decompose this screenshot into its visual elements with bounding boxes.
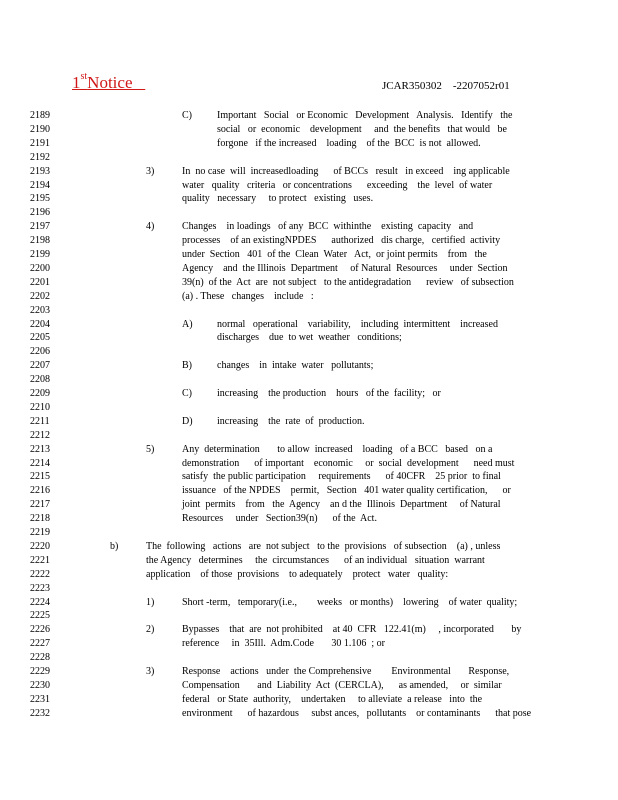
item-label: b) [110, 540, 119, 552]
text-line: discharges due to wet weather conditions; [217, 332, 402, 344]
line-number: 2228 [30, 652, 50, 664]
text-line: Compensation and Liability Act (CERCLA), as amended, or similar [182, 679, 502, 691]
line-number: 2224 [30, 596, 50, 608]
text-line: joint permits from the Agency an d the Illinois Department of Natural [182, 499, 501, 511]
item-label: 1) [146, 596, 155, 608]
line-number: 2210 [30, 401, 50, 413]
line-number: 2232 [30, 707, 50, 719]
line-number: 2189 [30, 110, 50, 121]
text-line: changes in intake water pollutants; [217, 360, 374, 372]
line-number: 2225 [30, 610, 50, 622]
line-number: 2226 [30, 624, 50, 636]
line-number: 2219 [30, 527, 50, 538]
text-line: Any determination to allow increased loading of a BCC based on a [182, 443, 493, 455]
item-label: B) [182, 360, 192, 372]
text-line: federal or State authority, undertaken to alleviate a release into the [182, 693, 483, 705]
line-number: 2209 [30, 388, 50, 399]
line-number: 2221 [30, 554, 50, 566]
line-number: 2203 [30, 304, 50, 316]
line-number: 2198 [30, 235, 50, 247]
text-line: (a) . These changes include : [182, 290, 314, 302]
line-number: 2212 [30, 429, 50, 441]
document-id: JCAR350302 -2207052r01 [382, 80, 510, 92]
item-label: 3) [146, 165, 155, 177]
text-line: reference in 35Ill. Adm.Code 30 1.106 ; or [182, 638, 386, 650]
item-label: A) [182, 318, 193, 330]
text-line: the Agency determines the circumstances of an individual situation warrant [146, 554, 485, 566]
line-number: 2191 [30, 137, 50, 149]
text-line: Agency and the Illinois Department of Natural Resources under Section [182, 262, 508, 274]
text-line: application of those provisions to adequately protect water quality: [146, 568, 449, 580]
item-label: D) [182, 415, 193, 427]
text-line: forgone if the increased loading of the BCC is not allowed. [217, 137, 481, 149]
line-number: 2200 [30, 262, 50, 274]
line-number: 2194 [30, 179, 50, 191]
text-line: Changes in loadings of any BCC withinthe existing capacity and [182, 221, 474, 233]
line-number: 2222 [30, 568, 50, 580]
text-line: social or economic development and the benefits that would be [217, 123, 507, 135]
item-label: 4) [146, 221, 155, 233]
line-number: 2204 [30, 318, 50, 330]
line-number: 2205 [30, 332, 50, 344]
text-line: increasing the production hours of the facility; or [217, 388, 441, 399]
line-number: 2220 [30, 540, 50, 552]
text-line: Response actions under the Comprehensive Environmental Response, [182, 666, 510, 677]
line-number: 2215 [30, 471, 50, 483]
text-line: demonstration of important economic or social development need must [182, 457, 515, 469]
notice-heading [72, 73, 145, 93]
text-line: quality necessary to protect existing uses. [182, 193, 374, 205]
item-label: 2) [146, 624, 155, 636]
line-number: 2192 [30, 151, 50, 163]
line-number: 2202 [30, 290, 50, 302]
line-number: 2229 [30, 666, 50, 677]
text-line: increasing the rate of production. [217, 415, 365, 427]
notice-superscript: st [80, 71, 88, 82]
line-number: 2216 [30, 485, 50, 497]
line-number: 2230 [30, 679, 50, 691]
line-number: 2195 [30, 193, 50, 205]
text-line: Bypasses that are not prohibited at 40 CFR 122.41(m) , incorporated by [182, 624, 522, 636]
text-line: environment of hazardous subst ances, pollutants or contaminants that pose [182, 707, 532, 719]
line-number: 2213 [30, 443, 50, 455]
text-line: issuance of the NPDES permit, Section 401 water quality certification, or [182, 485, 511, 497]
text-line: Important Social or Economic Development Analysis. Identify the [217, 110, 513, 121]
line-number: 2231 [30, 693, 50, 705]
line-number: 2227 [30, 638, 50, 650]
line-number: 2190 [30, 123, 50, 135]
text-line: satisfy the public participation requirements of 40CFR 25 prior to final [182, 471, 501, 483]
line-number: 2223 [30, 582, 50, 594]
line-number: 2207 [30, 360, 50, 372]
item-label: C) [182, 388, 192, 399]
text-line: Short -term, temporary(i.e., weeks or months) lowering of water quality; [182, 596, 518, 608]
text-line: normal operational variability, including intermittent increased [217, 318, 498, 330]
line-number: 2197 [30, 221, 50, 233]
text-line: Resources under Section39(n) of the Act. [182, 513, 377, 525]
line-number: 2196 [30, 207, 50, 219]
item-label: C) [182, 110, 192, 121]
item-label: 5) [146, 443, 155, 455]
line-number: 2201 [30, 276, 50, 288]
text-line: under Section 401 of the Clean Water Act, or joint permits from the [182, 249, 487, 260]
line-number: 2217 [30, 499, 50, 511]
text-line: processes of an existingNPDES authorized dis charge, certified activity [182, 235, 501, 247]
text-line: The following actions are not subject to the provisions of subsection (a) , unless [146, 540, 501, 552]
line-number: 2193 [30, 165, 50, 177]
text-line: In no case will increasedloading of BCCs result in exceed ing applicable [182, 165, 510, 177]
line-number: 2208 [30, 374, 50, 386]
line-number: 2199 [30, 249, 50, 260]
notice-prefix: 1 [72, 73, 81, 92]
line-number: 2206 [30, 346, 50, 358]
notice-word: Notice [87, 73, 133, 92]
text-line: 39(n) of the Act are not subject to the antidegradation review of subsection [182, 276, 514, 288]
line-number: 2218 [30, 513, 50, 525]
item-label: 3) [146, 666, 155, 677]
line-number: 2214 [30, 457, 50, 469]
text-line: water quality criteria or concentrations exceeding the level of water [182, 179, 493, 191]
line-number: 2211 [30, 415, 50, 427]
